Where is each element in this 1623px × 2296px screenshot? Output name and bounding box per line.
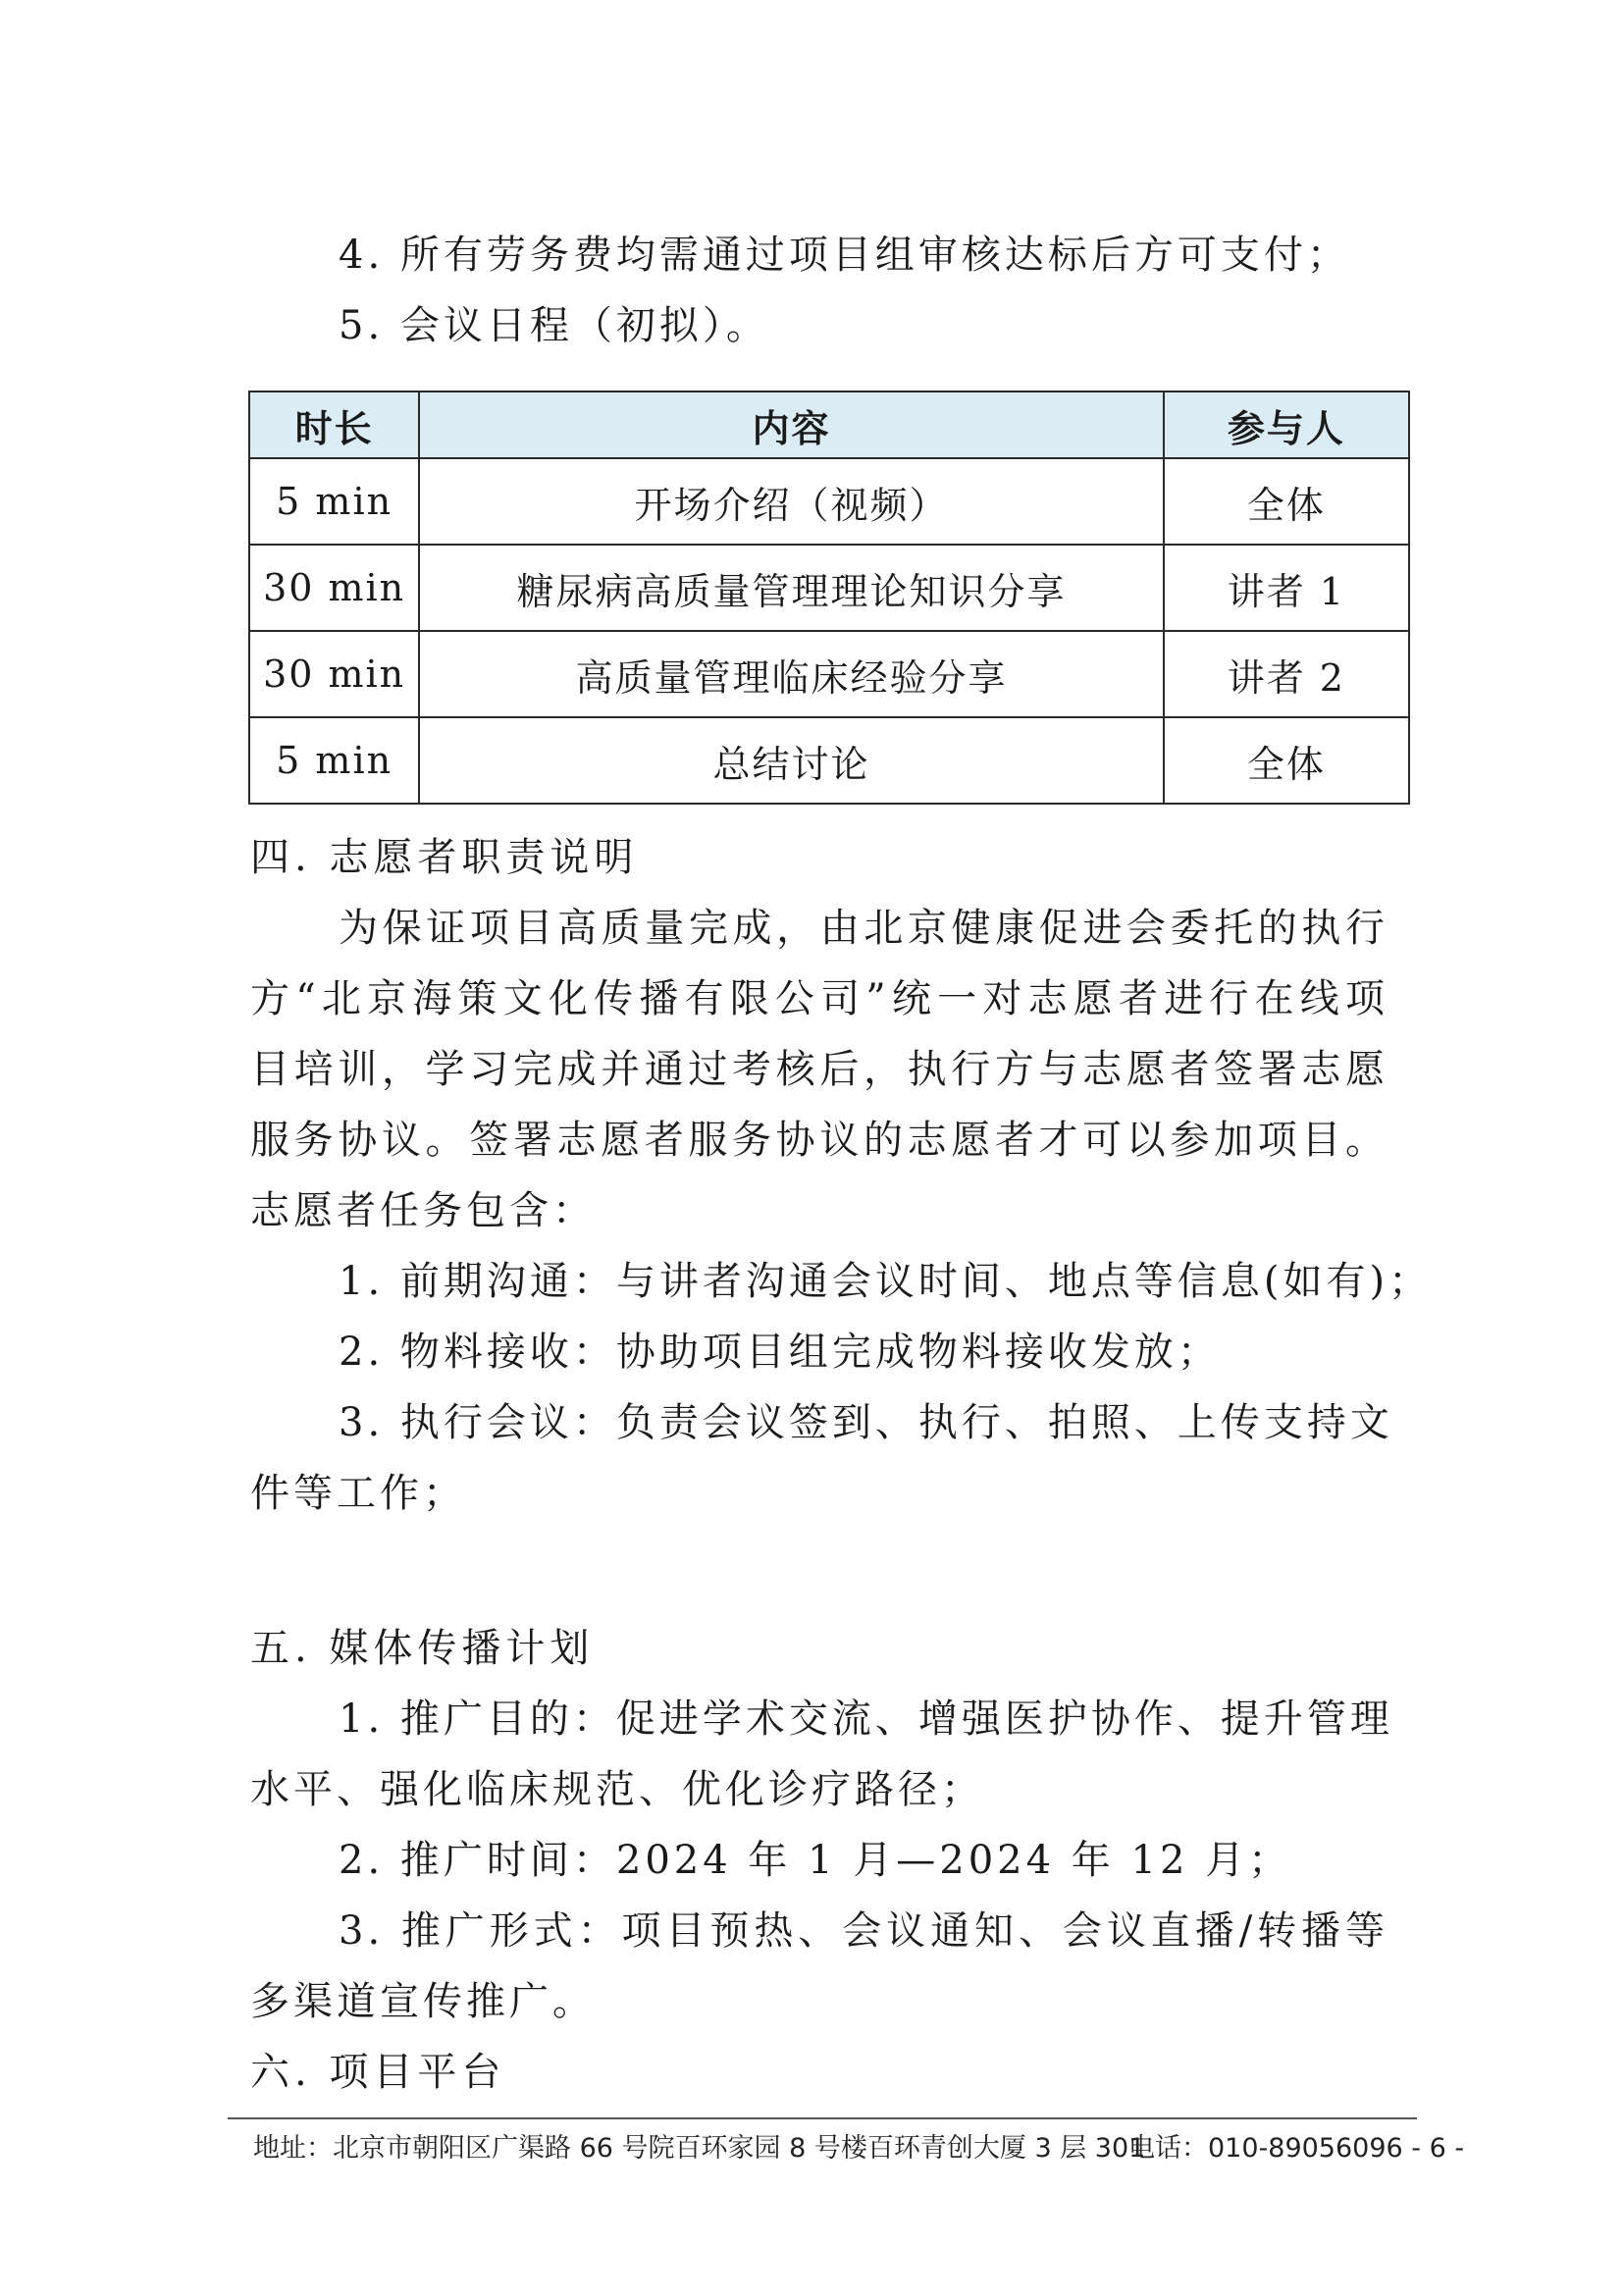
- list-item: 3. 推广形式：项目预热、会议通知、会议直播/转播等: [339, 1908, 1388, 1954]
- cell-duration: 30 min: [249, 631, 419, 717]
- cell-participants: 全体: [1164, 458, 1409, 545]
- table-row: [249, 545, 1409, 631]
- column-header-participants: 参与人: [1164, 391, 1409, 458]
- footer-divider: [228, 2117, 1417, 2119]
- footer-phone-page: 电话：010-89056096 - 6 -: [1128, 2133, 1465, 2164]
- cell-content: 总结讨论: [419, 717, 1163, 804]
- cell-content: 高质量管理临床经验分享: [419, 631, 1163, 717]
- list-item: 1. 推广目的：促进学术交流、增强医护协作、提升管理: [339, 1696, 1393, 1742]
- cell-content: 开场介绍（视频）: [419, 458, 1163, 545]
- list-item: 5. 会议日程（初拟）。: [339, 303, 769, 348]
- table-row: [249, 458, 1409, 545]
- list-item: 2. 物料接收：协助项目组完成物料接收发放；: [339, 1330, 1221, 1375]
- table-row: [249, 717, 1409, 804]
- paragraph-line: 为保证项目高质量完成，由北京健康促进会委托的执行: [339, 906, 1388, 951]
- section-heading-project-platform: 六. 项目平台: [250, 2050, 506, 2095]
- list-item: 3. 执行会议：负责会议签到、执行、拍照、上传支持文: [339, 1400, 1393, 1445]
- cell-duration: 5 min: [249, 717, 419, 804]
- list-item-continuation: 件等工作；: [250, 1471, 466, 1516]
- list-item-continuation: 多渠道宣传推广。: [250, 1979, 596, 2024]
- cell-participants: 全体: [1164, 717, 1409, 804]
- schedule-table: [248, 391, 1410, 805]
- paragraph-line: 目培训，学习完成并通过考核后，执行方与志愿者签署志愿: [250, 1047, 1388, 1092]
- table-header-row: [249, 391, 1409, 458]
- cell-participants: 讲者 1: [1164, 545, 1409, 631]
- column-header-content: 内容: [419, 391, 1163, 458]
- list-item: 2. 推广时间：2024 年 1 月—2024 年 12 月；: [339, 1838, 1292, 1883]
- cell-duration: 5 min: [249, 458, 419, 545]
- cell-participants: 讲者 2: [1164, 631, 1409, 717]
- footer-address: 地址：北京市朝阳区广渠路 66 号院百环家园 8 号楼百环青创大厦 3 层 301: [253, 2133, 1146, 2164]
- list-item-continuation: 水平、强化临床规范、优化诊疗路径；: [250, 1767, 984, 1812]
- cell-duration: 30 min: [249, 545, 419, 631]
- section-heading-volunteer-duties: 四. 志愿者职责说明: [250, 835, 639, 880]
- paragraph-line: 方“北京海策文化传播有限公司”统一对志愿者进行在线项: [250, 976, 1388, 1021]
- paragraph-line: 志愿者任务包含：: [250, 1188, 596, 1233]
- section-heading-media-plan: 五. 媒体传播计划: [250, 1626, 595, 1671]
- table-row: [249, 631, 1409, 717]
- list-item: 1. 前期沟通：与讲者沟通会议时间、地点等信息(如有)；: [339, 1259, 1433, 1304]
- cell-content: 糖尿病高质量管理理论知识分享: [419, 545, 1163, 631]
- column-header-duration: 时长: [249, 391, 419, 458]
- paragraph-line: 服务协议。签署志愿者服务协议的志愿者才可以参加项目。: [250, 1118, 1388, 1163]
- list-item: 4. 所有劳务费均需通过项目组审核达标后方可支付；: [339, 233, 1350, 278]
